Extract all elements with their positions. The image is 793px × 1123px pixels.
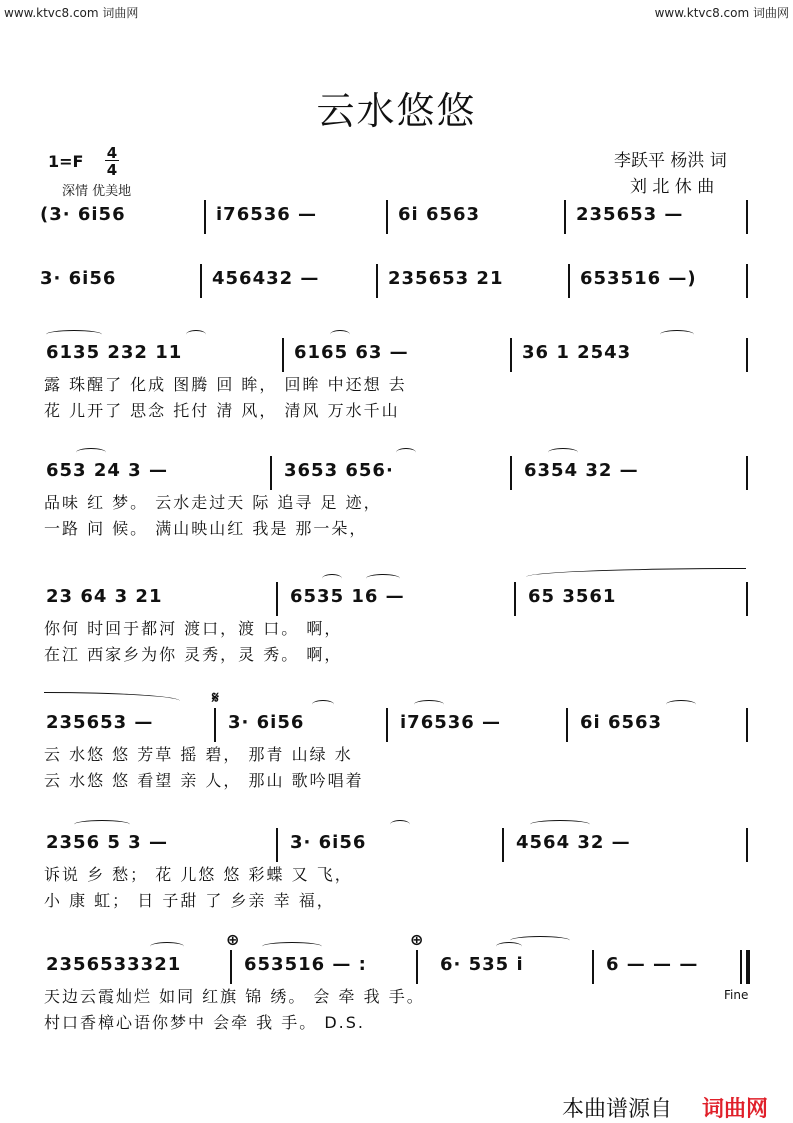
lyrics-verse-2: 一路 问 候。 满山映山红 我是 那一朵， bbox=[44, 519, 368, 538]
lyricist-credit: 李跃平 杨洪 词 bbox=[614, 151, 727, 171]
tempo-marking: 深情 优美地 bbox=[62, 184, 132, 199]
measure: 456432 — bbox=[212, 268, 320, 289]
lyrics-verse-2: 在江 西家乡为你 灵秀，灵 秀。 啊， bbox=[44, 645, 343, 664]
measure: 235653 — bbox=[46, 712, 154, 733]
lyrics-verse-2: 村口香樟心语你梦中 会牵 我 手。 D.S. bbox=[44, 1013, 365, 1032]
composer-credit: 刘 北 休 曲 bbox=[630, 177, 715, 197]
lyrics-verse-2: 花 儿开了 思念 托付 清 风， 清风 万水千山 bbox=[44, 401, 400, 420]
notes-line bbox=[40, 204, 760, 234]
measure: 235653 — bbox=[576, 204, 684, 225]
lyrics-verse-2: 小 康 虹； 日 子甜 了 乡亲 幸 福， bbox=[44, 891, 335, 910]
measure: 23 64 3 21 bbox=[46, 586, 163, 607]
measure: 2356 5 3 — bbox=[46, 832, 168, 853]
watermark-right: www.ktvc8.com 词曲网 bbox=[654, 6, 789, 20]
notes-line bbox=[40, 954, 760, 984]
lyrics-verse-2: 云 水悠 悠 看望 亲 人， 那山 歌吟唱着 bbox=[44, 771, 364, 790]
measure: 653516 — : bbox=[244, 954, 367, 975]
notes-line bbox=[40, 712, 760, 742]
measure: i76536 — bbox=[216, 204, 318, 225]
lyrics-verse-1: 天边云霞灿烂 如同 红旗 锦 绣。 会 牵 我 手。 bbox=[44, 987, 425, 1006]
key-signature: 1=F bbox=[48, 152, 84, 171]
coda-symbol: ⊕ bbox=[226, 930, 240, 949]
notes-line bbox=[40, 832, 760, 862]
lyrics-verse-1: 云 水悠 悠 芳草 摇 碧， 那青 山绿 水 bbox=[44, 745, 353, 764]
measure: 36 1 2543 bbox=[522, 342, 632, 363]
time-signature: 4 4 bbox=[106, 144, 118, 179]
footer-logo: 词曲网 bbox=[702, 1097, 769, 1122]
measure: 6 — — — bbox=[606, 954, 699, 975]
lyrics-verse-1: 品味 红 梦。 云水走过天 际 追寻 足 迹， bbox=[44, 493, 382, 512]
measure: i76536 — bbox=[400, 712, 502, 733]
measure: 4564 32 — bbox=[516, 832, 631, 853]
lyrics-verse-1: 你何 时回于都河 渡口，渡 口。 啊， bbox=[44, 619, 343, 638]
measure: 6i 6563 bbox=[398, 204, 481, 225]
measure: 65 3561 bbox=[528, 586, 617, 607]
measure: 235653 21 bbox=[388, 268, 504, 289]
measure: 2356533321 bbox=[46, 954, 182, 975]
measure: 6i 6563 bbox=[580, 712, 663, 733]
measure: 6135 232 11 bbox=[46, 342, 183, 363]
watermark-left: www.ktvc8.com 词曲网 bbox=[4, 6, 139, 20]
measure: 6165 63 — bbox=[294, 342, 409, 363]
notes-line bbox=[40, 342, 760, 372]
measure: 3· 6i56 bbox=[228, 712, 305, 733]
coda-symbol: ⊕ bbox=[410, 930, 424, 949]
measure: 3653 656· bbox=[284, 460, 394, 481]
fine-marking: Fine bbox=[724, 988, 749, 1002]
measure: 6535 16 — bbox=[290, 586, 405, 607]
footer-source-text: 本曲谱源自 bbox=[562, 1097, 673, 1122]
segno-symbol: 𝄋 bbox=[212, 688, 219, 707]
lyrics-verse-1: 诉说 乡 愁； 花 儿悠 悠 彩蝶 又 飞， bbox=[44, 865, 353, 884]
measure: 3· 6i56 bbox=[40, 268, 117, 289]
notes-line bbox=[40, 460, 760, 490]
measure: 653516 —) bbox=[580, 268, 697, 289]
measure: 3· 6i56 bbox=[290, 832, 367, 853]
measure: 653 24 3 — bbox=[46, 460, 168, 481]
notes-line bbox=[40, 586, 760, 616]
lyrics-verse-1: 露 珠醒了 化成 图腾 回 眸， 回眸 中还想 去 bbox=[44, 375, 407, 394]
notes-line bbox=[40, 268, 760, 298]
measure: (3· 6i56 bbox=[40, 204, 126, 225]
song-title: 云水悠悠 bbox=[316, 89, 477, 133]
measure: 6· 535 i bbox=[440, 954, 524, 975]
measure: 6354 32 — bbox=[524, 460, 639, 481]
